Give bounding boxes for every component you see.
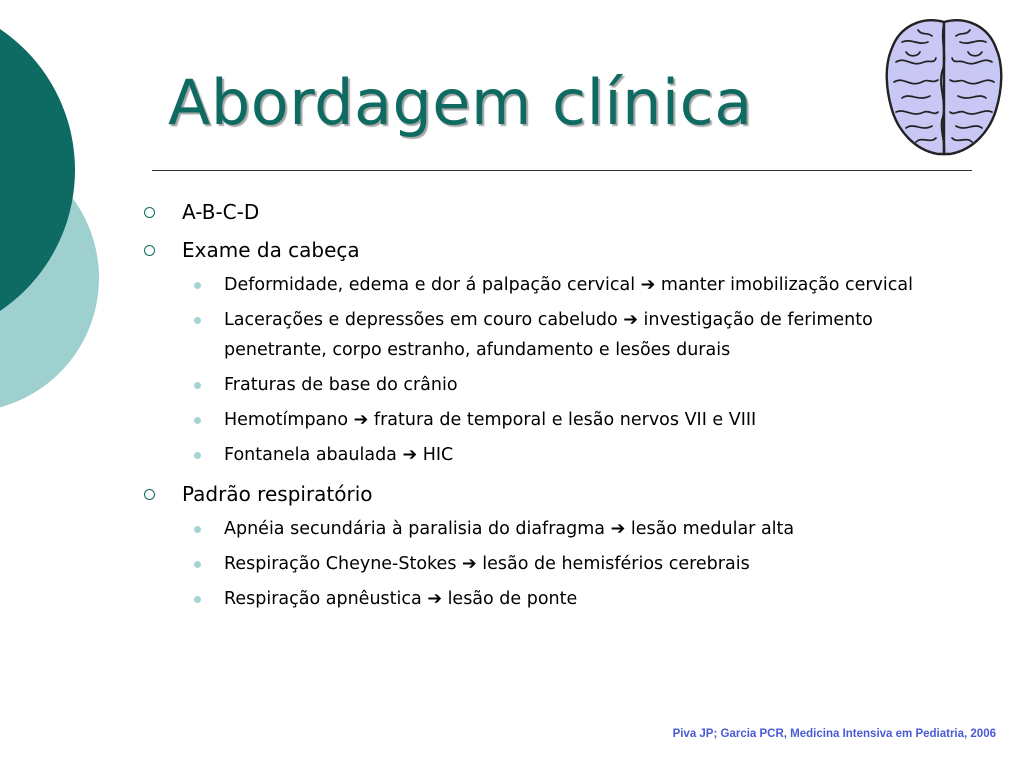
sub-bullet-result: manter imobilização cervical <box>660 275 913 295</box>
hollow-circle-bullet-icon <box>144 489 155 500</box>
bullet-text: Exame da cabeça <box>182 238 360 262</box>
bullet-text: A-B-C-D <box>182 200 260 224</box>
filled-dot-bullet-icon <box>194 317 201 324</box>
sub-bullet-list <box>182 514 970 614</box>
sub-bullet-result: fratura de temporal e lesão nervos VII e VIII <box>373 410 757 430</box>
sub-bullet-list <box>182 270 970 470</box>
sub-bullet-item <box>178 514 970 544</box>
slide-title: Abordagem clínica <box>168 66 753 139</box>
sub-bullet-item <box>178 405 970 435</box>
bullet-list <box>140 198 970 624</box>
filled-dot-bullet-icon <box>194 452 201 459</box>
sub-bullet-text: Lacerações e depressões em couro cabeludo <box>224 310 618 330</box>
hollow-circle-bullet-icon <box>144 245 155 256</box>
slide-footer-citation: Piva JP; Garcia PCR, Medicina Intensiva em Pediatria, 2006 <box>672 728 996 740</box>
arrow-icon: ➔ <box>353 410 369 430</box>
sub-bullet-text: Fraturas de base do crânio <box>224 375 458 395</box>
filled-dot-bullet-icon <box>194 526 201 533</box>
bullet-item-exame-cabeca <box>140 236 970 470</box>
sub-bullet-item <box>178 270 970 300</box>
sub-bullet-result: lesão de ponte <box>447 589 578 609</box>
brain-icon <box>882 12 1006 160</box>
filled-dot-bullet-icon <box>194 561 201 568</box>
sub-bullet-text: Respiração Cheyne-Stokes <box>224 554 457 574</box>
filled-dot-bullet-icon <box>194 382 201 389</box>
bullet-item-padrao-respiratorio <box>140 480 970 614</box>
filled-dot-bullet-icon <box>194 417 201 424</box>
sub-bullet-result: investigação de ferimento penetrante, corpo estranho, afundamento e lesões durais <box>224 310 873 360</box>
arrow-icon: ➔ <box>610 519 626 539</box>
sub-bullet-item <box>178 549 970 579</box>
arrow-icon: ➔ <box>623 310 638 330</box>
filled-dot-bullet-icon <box>194 282 201 289</box>
bullet-text: Padrão respiratório <box>182 482 373 506</box>
arrow-icon: ➔ <box>640 275 656 295</box>
filled-dot-bullet-icon <box>194 596 201 603</box>
sub-bullet-text: Apnéia secundária à paralisia do diafragma <box>224 519 606 539</box>
bullet-item-abcd <box>140 198 970 226</box>
sub-bullet-text: Respiração apnêustica <box>224 589 422 609</box>
title-divider <box>152 170 972 171</box>
arrow-icon: ➔ <box>462 554 477 574</box>
decorative-circles <box>0 0 110 420</box>
sub-bullet-text: Hemotímpano <box>224 410 349 430</box>
sub-bullet-item <box>178 440 970 470</box>
sub-bullet-result: lesão medular alta <box>630 519 795 539</box>
sub-bullet-result: HIC <box>422 445 454 465</box>
sub-bullet-text: Deformidade, edema e dor á palpação cervical <box>224 275 636 295</box>
sub-bullet-item <box>178 584 970 614</box>
arrow-icon: ➔ <box>427 589 442 609</box>
sub-bullet-item <box>178 305 970 365</box>
hollow-circle-bullet-icon <box>144 207 155 218</box>
arrow-icon: ➔ <box>402 445 418 465</box>
sub-bullet-result: lesão de hemisférios cerebrais <box>482 554 750 574</box>
sub-bullet-text: Fontanela abaulada <box>224 445 397 465</box>
sub-bullet-item <box>178 370 970 400</box>
